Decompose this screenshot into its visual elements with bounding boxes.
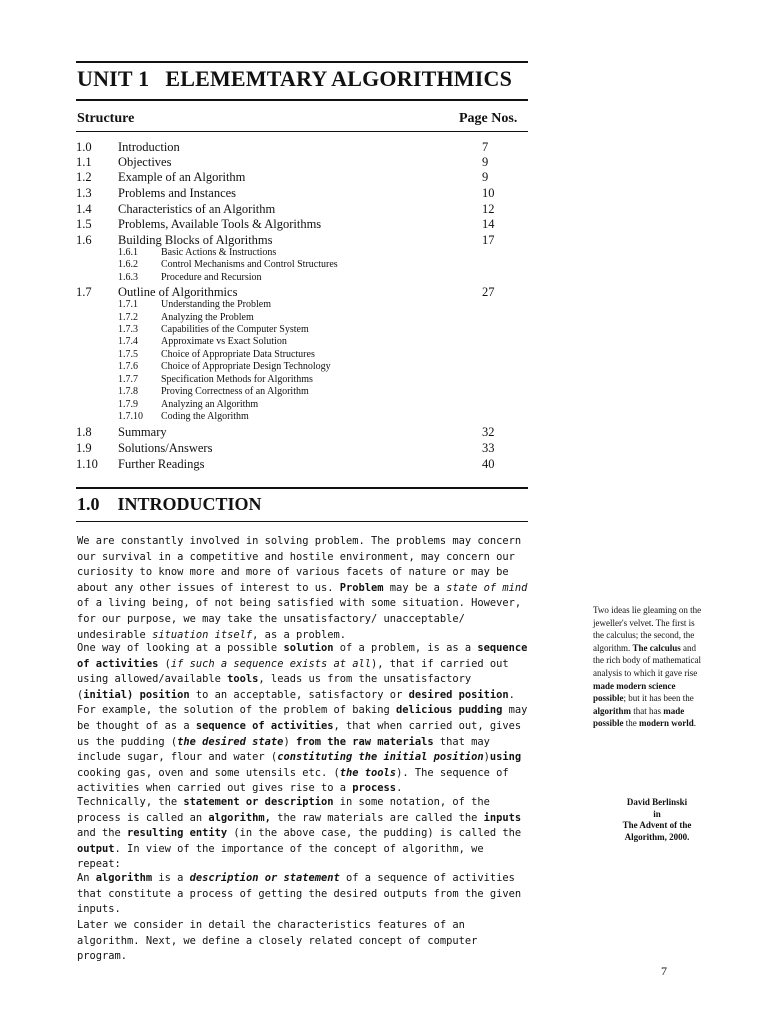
intro-paragraph-2: One way of looking at a possible solution of a problem, is as a sequence of activities (if such a sequence exists at all), that if carried out using allowed/available tools, leads us from the unsatisfactory (initial) position to an acceptable, satisfactory or desired position. For example, the solution of the problem of baking delicious pudding may be thought of as a sequence of activities, that when carried out, gives us the pudding (the desired state) from the raw materials that may include sugar, flour and water (constituting the initial position)using cooking gas, oven and some utensils etc. (the tools). The sequence of activities when carried out gives rise to a process. bbox=[77, 642, 528, 795]
margin-quote: Two ideas lie gleaming on the jeweller's velvet. The first is the calculus; the second, the algorithm. The calculus and the rich body of mathematical analysis to which it gave rise made modern science possible; but it has been the algorithm that has made possible the modern world. bbox=[593, 605, 702, 729]
intro-paragraph-4: An algorithm is a description or statement of a sequence of activities that constitute a process of getting the desired outputs from the given inputs. bbox=[77, 872, 522, 916]
toc-row: 1.7 Outline of Algorithmics 27 bbox=[76, 285, 495, 299]
intro-paragraph-3: Technically, the statement or description in some notation, of the process is called an algorithm, the raw materials are called the inputs and the resulting entity (in the above case, the pudding) is called the output. In view of the importance of the concept of algorithm, we repeat: bbox=[77, 796, 522, 871]
intro-paragraph-5: Later we consider in detail the characteristics features of an algorithm. Next, we define a closely related concept of computer program. bbox=[77, 919, 478, 963]
top-rule bbox=[76, 61, 528, 63]
section-top-rule bbox=[76, 487, 528, 489]
section-title: 1.0 INTRODUCTION bbox=[77, 494, 262, 514]
structure-rule bbox=[76, 131, 528, 132]
toc-row: 1.1 Objectives 9 bbox=[76, 155, 489, 169]
toc-row: 1.9 Solutions/Answers 33 bbox=[76, 441, 495, 455]
toc-row: 1.10 Further Readings 40 bbox=[76, 457, 495, 471]
toc-row: 1.6 Building Blocks of Algorithms 17 bbox=[76, 233, 495, 247]
toc-row: 1.8 Summary 32 bbox=[76, 425, 495, 439]
unit-title: UNIT 1 ELEMEMTARY ALGORITHMICS bbox=[77, 66, 513, 91]
page-nos-heading: Page Nos. bbox=[459, 111, 518, 126]
toc-row: 1.4 Characteristics of an Algorithm 12 bbox=[76, 202, 495, 216]
toc-row: 1.0 Introduction 7 bbox=[76, 140, 489, 154]
intro-paragraph-1: We are constantly involved in solving problem. The problems may concern our survival in a competitive and hostile environment, may concern our curiosity to know more and more of various facets of nature or may be about any other issues of interest to us. Problem may be a state of mind of a living being, of not being satisfied with some situation. However, for our purpose, we may take the unsatisfactory/ unacceptable/ undesirable situation itself, as a problem. bbox=[77, 535, 528, 641]
title-rule bbox=[76, 99, 528, 101]
page-number: 7 bbox=[661, 964, 667, 978]
structure-heading: Structure bbox=[77, 111, 135, 126]
toc-row: 1.3 Problems and Instances 10 bbox=[76, 186, 495, 200]
toc-row: 1.5 Problems, Available Tools & Algorithms 14 bbox=[76, 217, 495, 231]
section-bottom-rule bbox=[76, 521, 528, 522]
quote-attribution: David Berlinski in The Advent of the Algorithm, 2000. bbox=[622, 797, 692, 842]
toc-row: 1.2 Example of an Algorithm 9 bbox=[76, 170, 489, 184]
